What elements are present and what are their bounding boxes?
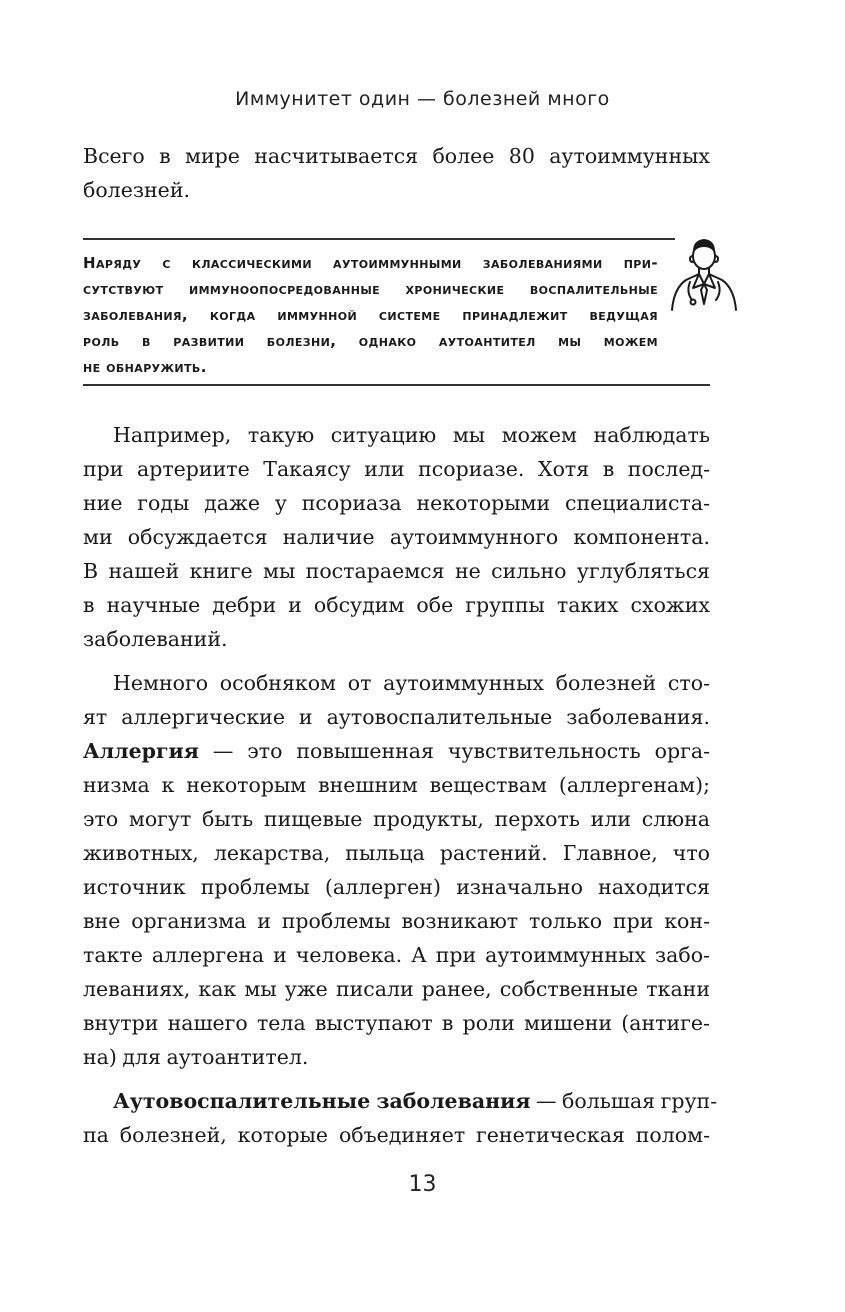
paragraph-line: ми обсуждается наличие аутоиммунного компонента. [83, 525, 710, 549]
paragraph-line: вне организма и проблемы возникают только при кон- [83, 909, 710, 933]
callout-top-rule [83, 238, 675, 240]
paragraph-line: Например, такую ситуацию мы можем наблюдать [113, 423, 710, 447]
term-autoinflammatory: Аутовоспалительные заболевания [113, 1089, 531, 1113]
paragraph-line: ят аллергические и аутовоспалительные заболевания. [83, 705, 710, 729]
paragraph-line [113, 1084, 718, 1118]
callout-line: заболевания, когда иммунной системе принадлежит ведущая [83, 306, 658, 324]
intro-line: Всего в мире насчитывается более 80 аутоиммунных [83, 144, 710, 168]
page-number: 13 [408, 1172, 437, 1197]
term-allergy: Аллергия [83, 739, 199, 763]
paragraph-line: В нашей книге мы постараемся не сильно углубляться [83, 559, 710, 583]
intro-line: болезней. [83, 178, 190, 202]
running-head: Иммунитет один — болезней много [235, 88, 610, 110]
paragraph-line: па болезней, которые объединяет генетическая полом- [83, 1123, 710, 1147]
paragraph-line: животных, лекарства, пыльца растений. Главное, что [83, 841, 710, 865]
paragraph-line: на) для аутоантител. [83, 1045, 309, 1069]
paragraph-line-rest: — это повышенная чувствительность орга- [198, 739, 710, 763]
callout-line: сутствуют иммуноопосредованные хронические воспалительные [83, 280, 658, 298]
doctor-icon [666, 232, 742, 312]
callout-bottom-rule [83, 384, 710, 386]
callout-line: не обнаружить. [83, 358, 207, 376]
paragraph-line: такте аллергена и человека. А при аутоиммунных забо- [83, 943, 710, 967]
paragraph-line: Немного особняком от аутоиммунных болезней сто- [113, 671, 710, 695]
paragraph-line-rest: — большая груп- [530, 1089, 718, 1113]
paragraph-line: внутри нашего тела выступают в роли мишени (антиге- [83, 1011, 710, 1035]
callout-line: Наряду с классическими аутоиммунными заболеваниями при- [83, 254, 658, 272]
paragraph-line: низма к некоторым внешним веществам (аллергенам); [83, 773, 710, 797]
paragraph-line: ние годы даже у псориаза некоторыми специалиста- [83, 491, 710, 515]
paragraph-line: в научные дебри и обсудим обе группы таких схожих [83, 593, 710, 617]
callout-line: роль в развитии болезни, однако аутоантител мы можем [83, 332, 658, 350]
paragraph-line: заболеваний. [83, 627, 228, 651]
paragraph-line: это могут быть пищевые продукты, перхоть или слюна [83, 807, 710, 831]
paragraph-line: источник проблемы (аллерген) изначально находится [83, 875, 710, 899]
paragraph-line: леваниях, как мы уже писали ранее, собственные ткани [83, 977, 710, 1001]
paragraph-line [83, 734, 710, 768]
paragraph-line: при артериите Такаясу или псориазе. Хотя в послед- [83, 457, 710, 481]
